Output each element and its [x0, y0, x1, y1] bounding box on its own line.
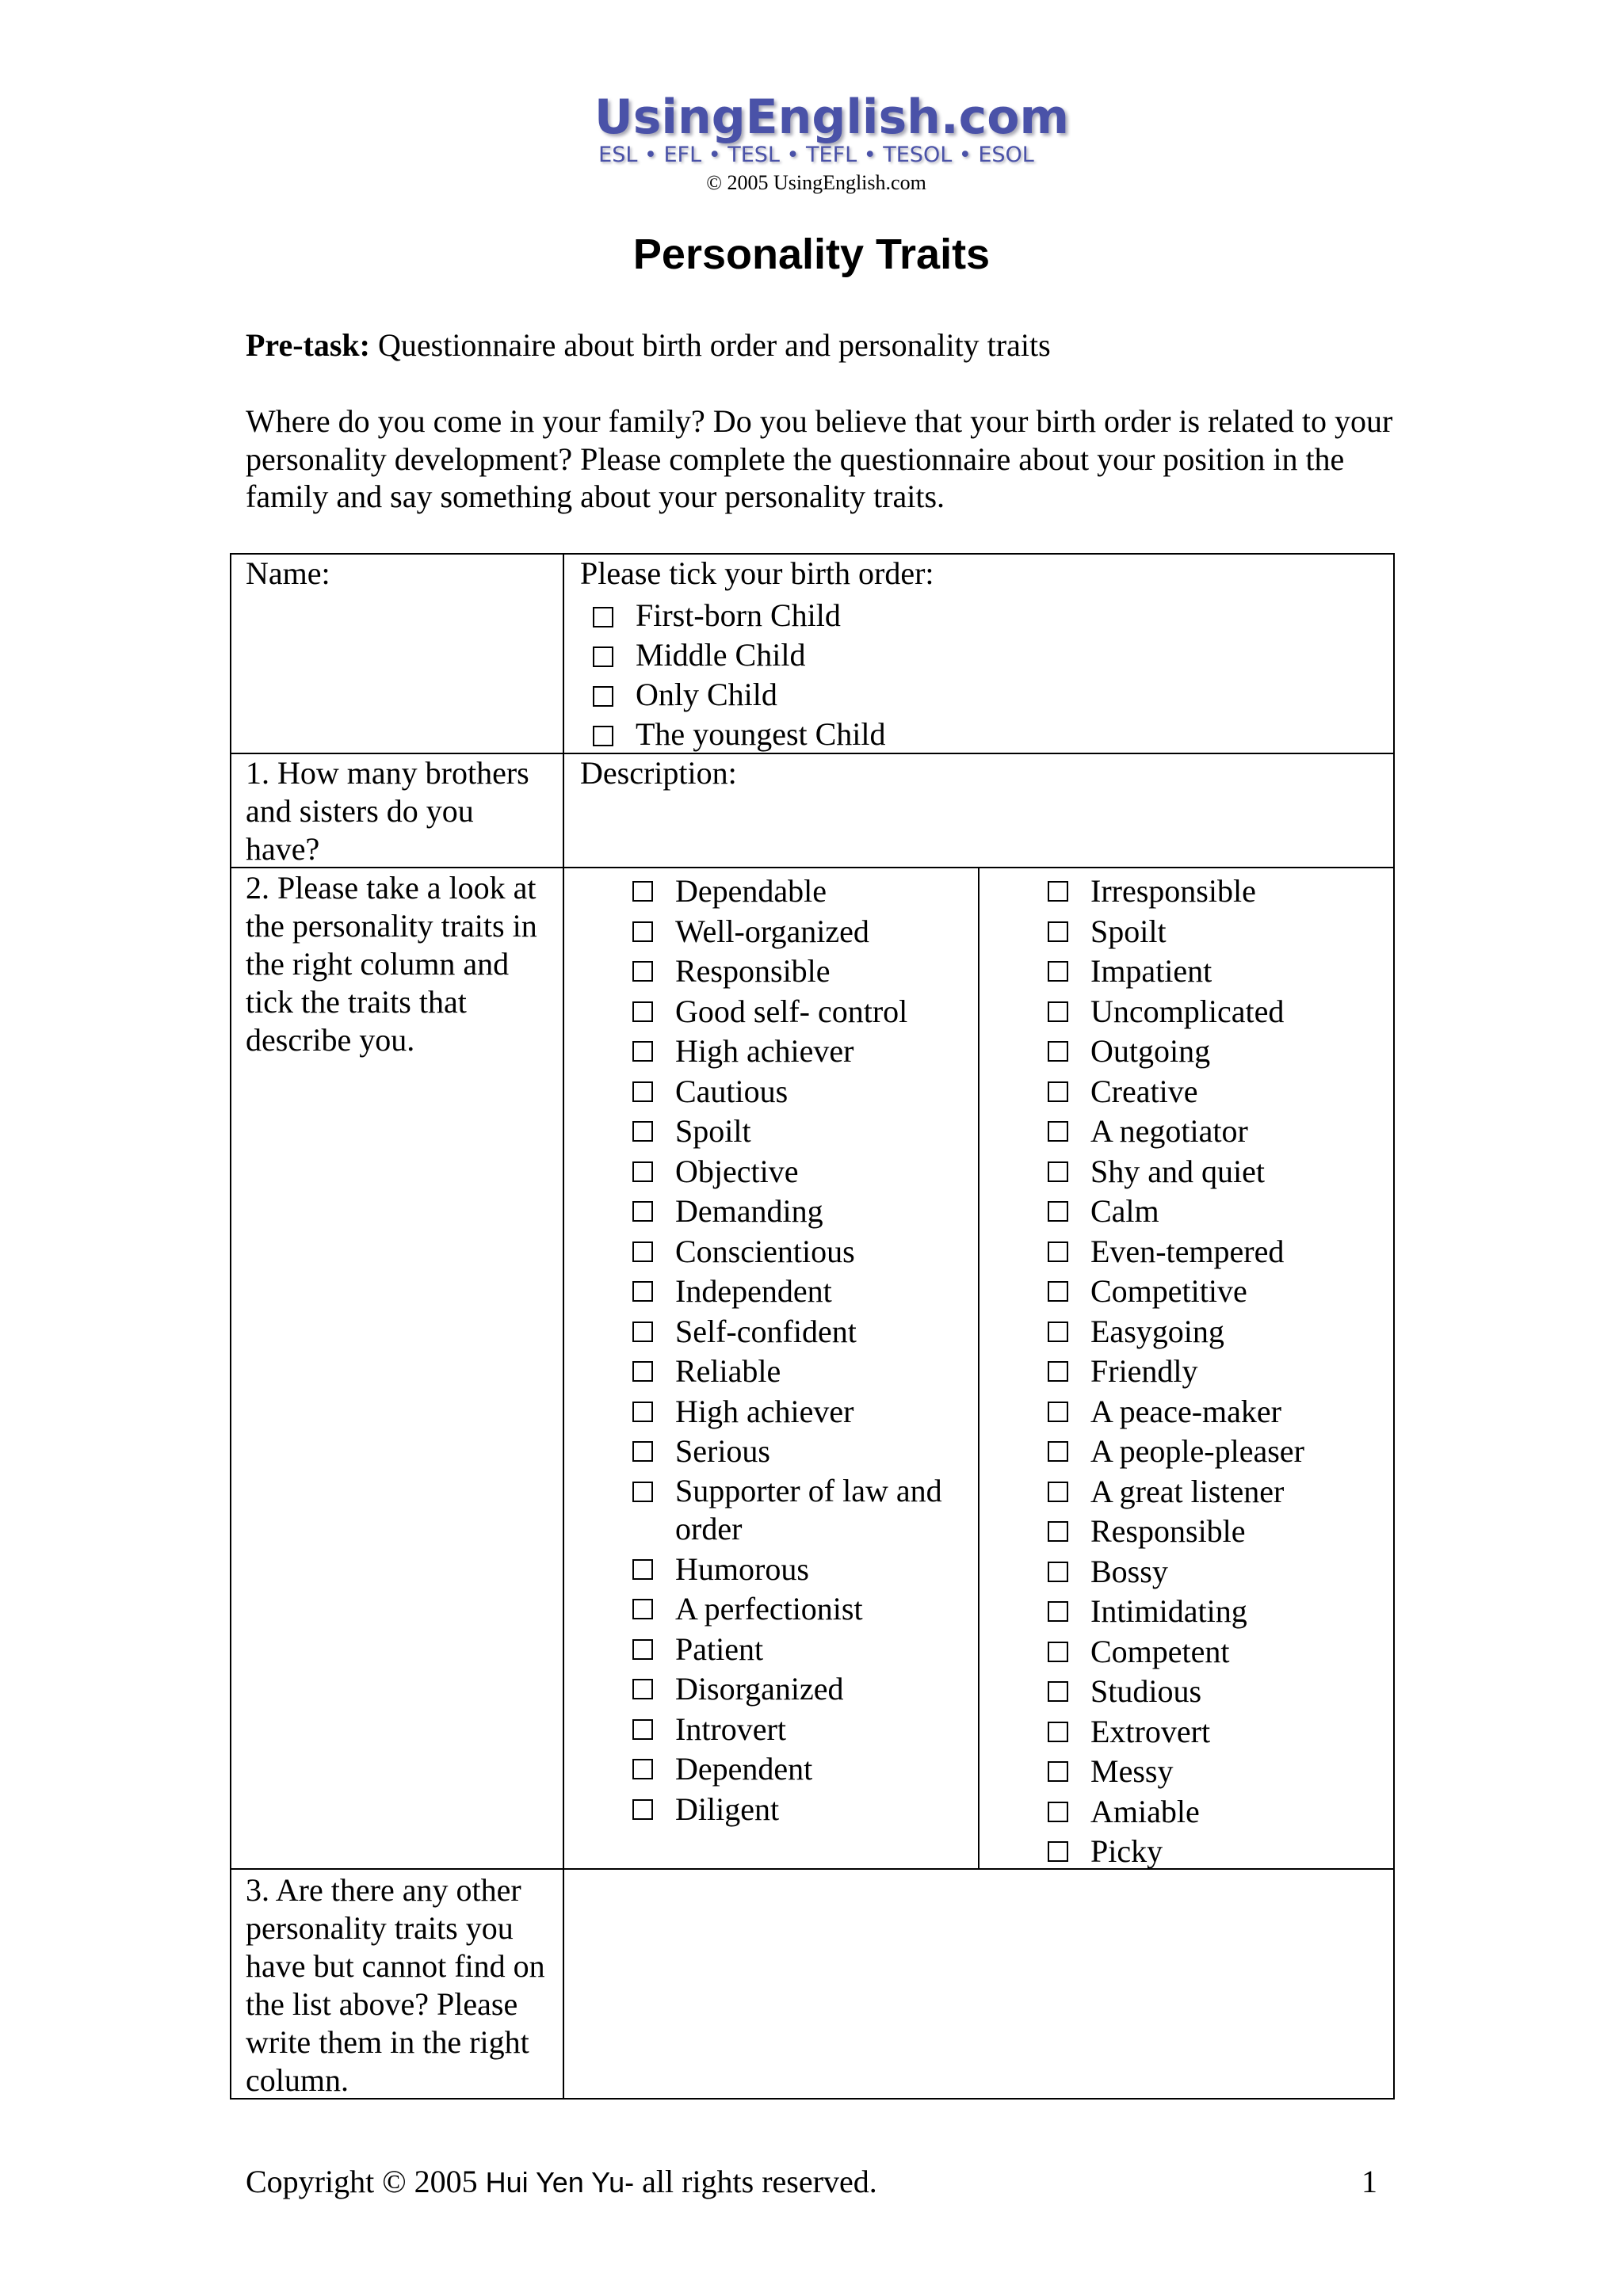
page-title: Personality Traits — [632, 231, 991, 278]
trait-option[interactable]: Supporter of law and order — [632, 1472, 965, 1550]
trait-option[interactable]: Conscientious — [632, 1232, 965, 1272]
page-number: 1 — [1361, 2164, 1377, 2199]
pretask-label: Pre-task: — [246, 327, 370, 363]
checkbox[interactable] — [1048, 1241, 1068, 1262]
trait-option[interactable]: Good self- control — [632, 992, 965, 1032]
checkbox[interactable] — [1048, 1081, 1068, 1102]
trait-option[interactable]: Demanding — [632, 1192, 965, 1232]
checkbox[interactable] — [1048, 1001, 1068, 1022]
question-1: 1. How many brothers and sisters do you have? — [246, 755, 529, 867]
question-2: 2. Please take a look at the personality traits in the right column and tick the traits that describe you. — [246, 870, 537, 1058]
checkbox[interactable] — [1048, 1281, 1068, 1302]
checkbox[interactable] — [1048, 1361, 1068, 1382]
checkbox[interactable] — [1048, 1601, 1068, 1622]
checkbox[interactable] — [1048, 1041, 1068, 1062]
trait-option[interactable]: Reliable — [632, 1352, 965, 1392]
checkbox[interactable] — [632, 1161, 653, 1182]
trait-option[interactable]: High achiever — [632, 1032, 965, 1072]
checkbox[interactable] — [632, 1441, 653, 1462]
checkbox[interactable] — [632, 1241, 653, 1262]
checkbox[interactable] — [593, 686, 613, 707]
checkbox[interactable] — [593, 726, 613, 746]
checkbox[interactable] — [1048, 1402, 1068, 1422]
checkbox[interactable] — [1048, 921, 1068, 942]
trait-option[interactable]: Impatient — [1048, 952, 1381, 992]
checkbox[interactable] — [632, 1482, 653, 1502]
trait-option[interactable]: Responsible — [1048, 1512, 1381, 1552]
checkbox[interactable] — [632, 1361, 653, 1382]
checkbox[interactable] — [1048, 961, 1068, 982]
usingenglish-logo[interactable] — [594, 89, 1069, 168]
checkbox[interactable] — [632, 1322, 653, 1342]
checkbox[interactable] — [1048, 1681, 1068, 1702]
trait-option[interactable]: Easygoing — [1048, 1312, 1381, 1352]
trait-option[interactable]: Disorganized — [632, 1669, 965, 1710]
trait-option[interactable]: Extrovert — [1048, 1712, 1381, 1753]
checkbox[interactable] — [632, 1559, 653, 1580]
checkbox[interactable] — [632, 1001, 653, 1022]
birth-order-option[interactable]: Middle Child — [593, 635, 805, 675]
checkbox[interactable] — [632, 1201, 653, 1222]
trait-option[interactable]: Independent — [632, 1272, 965, 1312]
checkbox[interactable] — [1048, 1841, 1068, 1862]
birth-order-option[interactable]: First-born Child — [593, 596, 841, 635]
birth-order-prompt: Please tick your birth order: — [580, 555, 934, 591]
checkbox[interactable] — [1048, 881, 1068, 902]
trait-option[interactable]: Humorous — [632, 1550, 965, 1590]
other-traits-answer-area[interactable] — [566, 1871, 1392, 2096]
trait-option[interactable]: A great listener — [1048, 1472, 1381, 1512]
trait-option[interactable]: Spoilt — [632, 1112, 965, 1152]
trait-option[interactable]: Irresponsible — [1048, 871, 1381, 912]
trait-option[interactable]: Studious — [1048, 1672, 1381, 1712]
birth-order-option[interactable]: The youngest Child — [593, 715, 886, 754]
trait-option[interactable]: Bossy — [1048, 1552, 1381, 1592]
checkbox[interactable] — [1048, 1161, 1068, 1182]
checkbox[interactable] — [593, 646, 613, 667]
checkbox[interactable] — [632, 1281, 653, 1302]
trait-option[interactable]: Objective — [632, 1152, 965, 1192]
trait-option[interactable]: Calm — [1048, 1192, 1381, 1232]
description-label: Description: — [580, 755, 737, 791]
logo-main-text: UsingEnglish.com — [594, 90, 1069, 145]
trait-option[interactable]: A perfectionist — [632, 1589, 965, 1630]
trait-option[interactable]: Serious — [632, 1432, 965, 1472]
trait-option[interactable]: Amiable — [1048, 1792, 1381, 1833]
traits-left-list — [632, 871, 965, 1829]
logo-sub-text: ESL • EFL • TESL • TEFL • TESOL • ESOL — [598, 143, 1034, 167]
checkbox[interactable] — [1048, 1121, 1068, 1142]
checkbox[interactable] — [1048, 1761, 1068, 1782]
trait-option[interactable]: Competitive — [1048, 1272, 1381, 1312]
trait-option[interactable]: Well-organized — [632, 912, 965, 952]
checkbox[interactable] — [1048, 1201, 1068, 1222]
checkbox[interactable] — [1048, 1482, 1068, 1502]
checkbox[interactable] — [632, 1679, 653, 1699]
trait-option[interactable]: Friendly — [1048, 1352, 1381, 1392]
table-divider — [978, 867, 980, 1868]
checkbox[interactable] — [632, 1759, 653, 1779]
trait-option[interactable]: A peace-maker — [1048, 1392, 1381, 1432]
trait-option[interactable]: Responsible — [632, 952, 965, 992]
footer-copyright-prefix: Copyright © 2005 — [246, 2164, 478, 2199]
checkbox[interactable] — [632, 1599, 653, 1619]
trait-option[interactable]: Cautious — [632, 1072, 965, 1112]
trait-option[interactable]: Creative — [1048, 1072, 1381, 1112]
footer-copyright — [246, 2163, 877, 2200]
trait-option[interactable]: A people-pleaser — [1048, 1432, 1381, 1472]
trait-option[interactable]: Patient — [632, 1630, 965, 1670]
checkbox[interactable] — [632, 921, 653, 942]
traits-right-list — [1048, 871, 1381, 1872]
checkbox[interactable] — [632, 1041, 653, 1062]
footer-rights: all rights reserved. — [642, 2164, 877, 2199]
checkbox[interactable] — [632, 881, 653, 902]
trait-option[interactable]: Self-confident — [632, 1312, 965, 1352]
trait-option[interactable]: Messy — [1048, 1752, 1381, 1792]
checkbox[interactable] — [632, 1081, 653, 1102]
intro-paragraph: Where do you come in your family? Do you believe that your birth order is related to your personality development? Please complete the questionnaire about your position in the family and say something about your personality traits. — [246, 403, 1393, 514]
checkbox[interactable] — [593, 607, 613, 627]
trait-option[interactable]: Shy and quiet — [1048, 1152, 1381, 1192]
trait-option[interactable]: High achiever — [632, 1392, 965, 1432]
checkbox[interactable] — [1048, 1642, 1068, 1662]
checkbox[interactable] — [632, 1402, 653, 1422]
trait-option[interactable]: Dependent — [632, 1749, 965, 1790]
checkbox[interactable] — [1048, 1441, 1068, 1462]
checkbox[interactable] — [632, 1121, 653, 1142]
checkbox[interactable] — [632, 1639, 653, 1660]
pretask-text: Questionnaire about birth order and personality traits — [378, 327, 1051, 363]
checkbox[interactable] — [1048, 1722, 1068, 1742]
checkbox[interactable] — [1048, 1521, 1068, 1542]
footer-author: Hui Yen Yu- — [485, 2166, 635, 2199]
trait-option[interactable]: Outgoing — [1048, 1032, 1381, 1072]
question-3: 3. Are there any other personality traits you have but cannot find on the list above? Please write them in the right column. — [246, 1872, 545, 2098]
trait-option[interactable]: Even-tempered — [1048, 1232, 1381, 1272]
trait-option[interactable]: Diligent — [632, 1790, 965, 1830]
trait-option[interactable]: Spoilt — [1048, 912, 1381, 952]
checkbox[interactable] — [1048, 1562, 1068, 1582]
trait-option[interactable]: Uncomplicated — [1048, 992, 1381, 1032]
checkbox[interactable] — [632, 961, 653, 982]
pretask-line — [246, 326, 1051, 364]
checkbox[interactable] — [632, 1799, 653, 1820]
trait-option[interactable]: Introvert — [632, 1710, 965, 1750]
birth-order-option[interactable]: Only Child — [593, 675, 777, 715]
trait-option[interactable]: A negotiator — [1048, 1112, 1381, 1152]
checkbox[interactable] — [1048, 1802, 1068, 1822]
trait-option[interactable]: Picky — [1048, 1832, 1381, 1872]
trait-option[interactable]: Dependable — [632, 871, 965, 912]
name-label: Name: — [246, 555, 330, 591]
checkbox[interactable] — [632, 1719, 653, 1740]
trait-option[interactable]: Intimidating — [1048, 1592, 1381, 1632]
trait-option[interactable]: Competent — [1048, 1632, 1381, 1672]
checkbox[interactable] — [1048, 1322, 1068, 1342]
header-copyright: © 2005 UsingEnglish.com — [706, 171, 926, 194]
